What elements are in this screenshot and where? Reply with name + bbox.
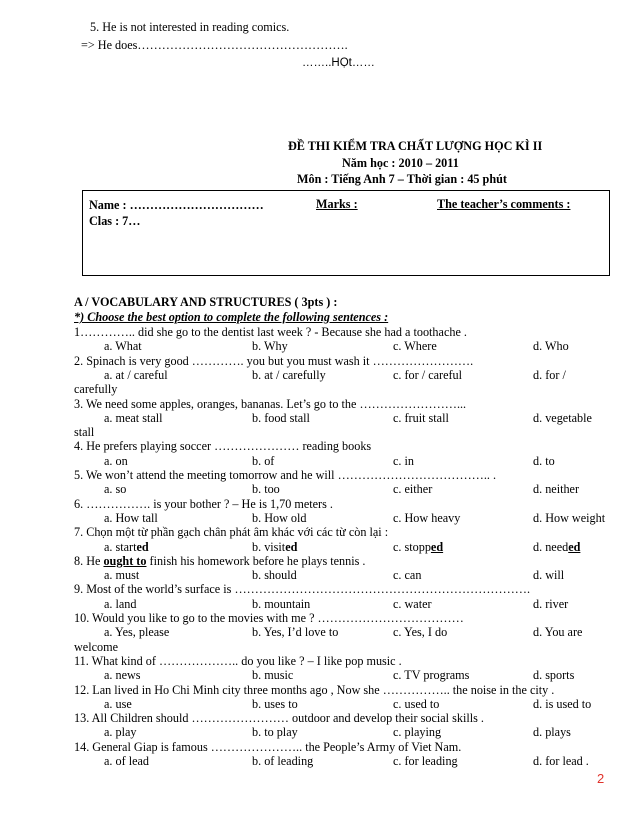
option-a: a. Yes, please — [104, 625, 170, 640]
question-text: 8. He ought to finish his homework before he plays tennis . — [74, 553, 366, 568]
student-info-box — [82, 190, 610, 276]
question-text: 14. General Giap is famous ………………….. the People’s Army of Viet Nam. — [74, 739, 462, 754]
option-c: c. Yes, I do — [393, 625, 448, 640]
option-b: b. should — [252, 568, 297, 583]
option-b: b. of — [252, 453, 275, 468]
option-b: b. Why — [252, 339, 288, 354]
option-d: d. vegetable — [533, 410, 592, 425]
question-text: 5. We won’t attend the meeting tomorrow and he will ……………………………….. . — [74, 468, 497, 482]
question-text: 7. Chọn một từ phần gạch chân phát âm khác với các từ còn lại : — [74, 525, 389, 540]
option-b: b. mountain — [252, 596, 311, 611]
option-d: d. to — [533, 453, 555, 468]
option-d: d. plays — [533, 725, 571, 740]
option-c: c. fruit stall — [393, 410, 449, 425]
option-d-continued: welcome — [74, 639, 118, 654]
page-number: 2 — [597, 771, 605, 786]
option-d: d. will — [533, 568, 565, 583]
question-text: 13. All Children should …………………… outdoor and develop their social skills . — [74, 711, 484, 726]
option-c: c. for / careful — [393, 367, 463, 382]
option-c: c. water — [393, 596, 432, 611]
question-text: 1………….. did she go to the dentist last week ? - Because she had a toothache . — [74, 325, 467, 339]
question-text: 2. Spinach is very good …………. you but you must wash it ……………………. — [74, 353, 474, 368]
question-text: 6. ……………. is your bother ? – He is 1,70 meters . — [74, 496, 333, 511]
option-b: b. to play — [252, 725, 298, 740]
option-d-continued: stall — [74, 425, 95, 440]
option-c: c. for leading — [393, 754, 458, 768]
section-instruction: *) Choose the best option to complete the following sentences : — [74, 310, 389, 324]
option-b: b. too — [252, 482, 280, 497]
option-c: c. TV programs — [393, 668, 470, 683]
option-d: d. You are — [533, 625, 583, 640]
question-text: 4. He prefers playing soccer ………………… reading books — [74, 439, 372, 454]
teacher-comments-label: The teacher’s comments : — [437, 197, 571, 211]
watermark-text: ……..HỌt…… — [302, 57, 375, 69]
marks-label: Marks : — [316, 197, 358, 211]
option-a: a. How tall — [104, 510, 158, 525]
option-a: a. on — [104, 453, 128, 468]
option-d: d. neither — [533, 482, 580, 497]
name-field: Name : …………………………… — [89, 198, 264, 212]
option-d: d. sports — [533, 668, 575, 683]
option-c: c. can — [393, 568, 422, 583]
option-c: c. used to — [393, 696, 440, 711]
option-d: d. for / — [533, 367, 566, 382]
option-a: a. so — [104, 482, 127, 497]
option-c: c. stopped — [393, 539, 444, 554]
option-c: c. in — [393, 453, 414, 468]
option-b: b. music — [252, 668, 294, 683]
question-text: 12. Lan lived in Ho Chi Minh city three months ago , Now she …………….. the noise in the city . — [74, 682, 555, 697]
option-c: c. Where — [393, 339, 437, 354]
option-d: d. needed — [533, 539, 581, 554]
prev-exercise-answer-line: => He does……………………………………………. — [81, 38, 348, 52]
option-a: a. must — [104, 568, 140, 583]
name-clas-block — [89, 197, 264, 229]
option-a: a. of lead — [104, 754, 150, 768]
exam-title: ĐỀ THI KIỂM TRA CHẤT LƯỢNG HỌC KÌ II — [288, 139, 543, 153]
option-b: b. food stall — [252, 410, 310, 425]
subject-time: Môn : Tiếng Anh 7 – Thời gian : 45 phút — [297, 172, 507, 186]
option-a: a. land — [104, 596, 137, 611]
option-d: d. is used to — [533, 696, 592, 711]
option-a: a. meat stall — [104, 410, 163, 425]
question-text: 3. We need some apples, oranges, bananas. Let’s go to the ……………………... — [74, 396, 467, 411]
option-a: a. news — [104, 668, 141, 683]
question-text: 9. Most of the world’s surface is ………………………………………………………………. — [74, 582, 530, 597]
option-b: b. visited — [252, 539, 298, 554]
clas-field: Clas : 7… — [89, 214, 141, 228]
option-a: a. What — [104, 339, 142, 354]
option-b: b. of leading — [252, 754, 314, 768]
option-c: c. either — [393, 482, 433, 497]
school-year: Năm học : 2010 – 2011 — [342, 156, 459, 170]
option-b: b. How old — [252, 510, 307, 525]
option-d: d. for lead . — [533, 754, 589, 768]
option-a: a. at / careful — [104, 367, 168, 382]
option-a: a. started — [104, 539, 149, 554]
prev-exercise-sentence: 5. He is not interested in reading comics. — [90, 20, 290, 34]
option-a: a. use — [104, 696, 132, 711]
question-text: 11. What kind of ……………….. do you like ? – I like pop music . — [74, 653, 402, 668]
option-d: d. How weight — [533, 510, 606, 525]
option-c: c. How heavy — [393, 510, 461, 525]
option-d-continued: carefully — [74, 382, 118, 397]
option-b: b. Yes, I’d love to — [252, 625, 339, 640]
option-a: a. play — [104, 725, 137, 740]
option-b: b. at / carefully — [252, 367, 326, 382]
option-c: c. playing — [393, 725, 442, 740]
option-d: d. river — [533, 596, 569, 611]
option-d: d. Who — [533, 339, 569, 354]
section-title: A / VOCABULARY AND STRUCTURES ( 3pts ) : — [74, 295, 338, 309]
option-b: b. uses to — [252, 696, 298, 711]
question-text: 10. Would you like to go to the movies with me ? ……………………………… — [74, 611, 464, 625]
